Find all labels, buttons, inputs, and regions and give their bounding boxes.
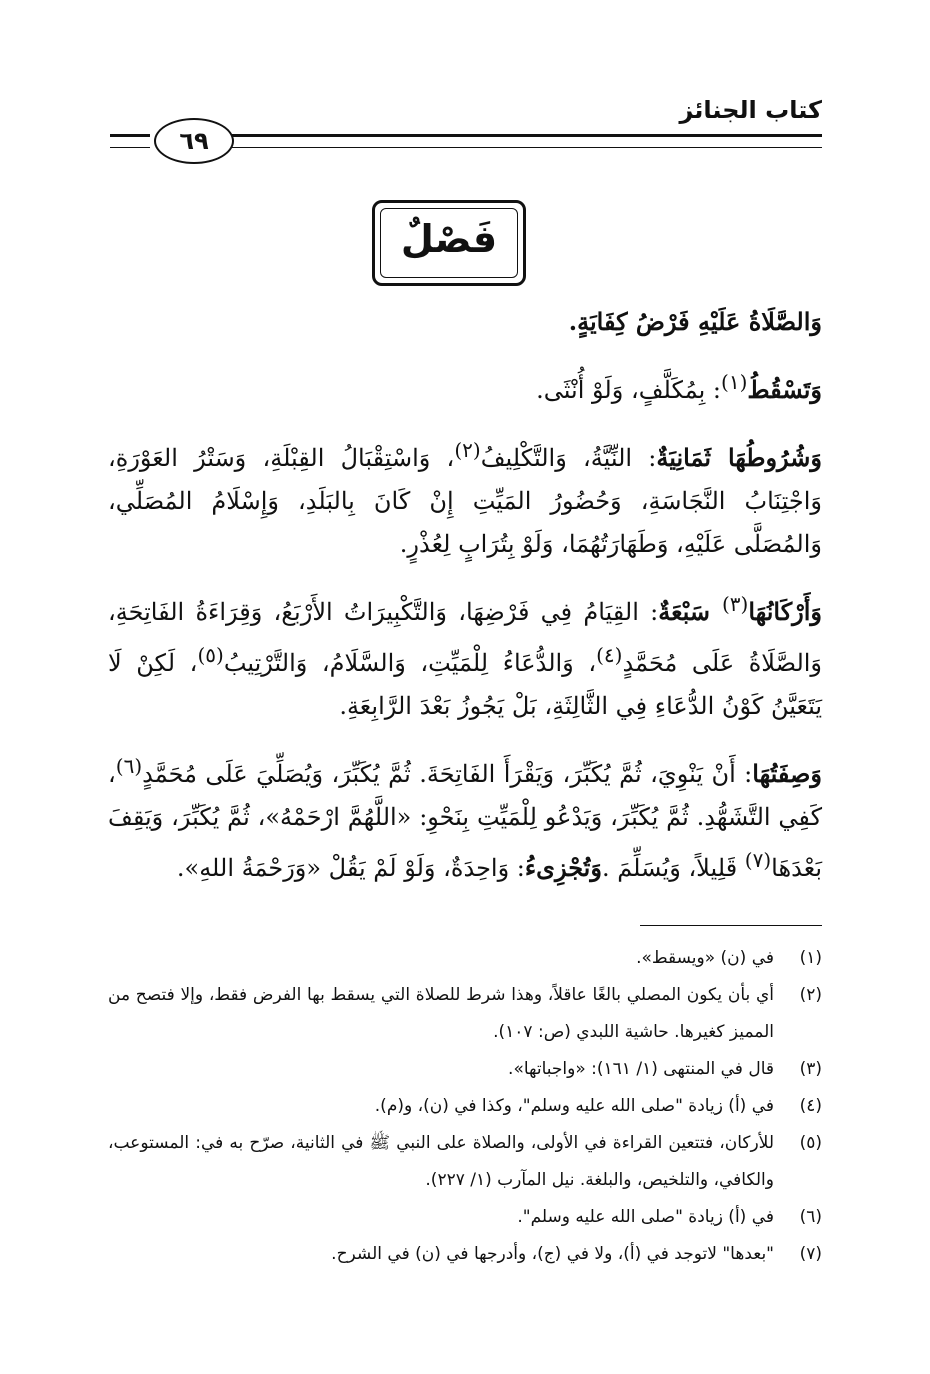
footnote-number: (١)	[799, 948, 822, 968]
footnote	[108, 1236, 822, 1273]
footnote-text: في (أ) زيادة "صلى الله عليه وسلم".	[517, 1207, 774, 1227]
footnote-text: "بعدها" لاتوجد في (أ)، ولا في (ج)، وأدرجها في (ن) في الشرح.	[331, 1244, 774, 1264]
page-number: ٦٩	[154, 118, 234, 164]
paragraph-4-lead: وَأَرْكَانُهَا	[748, 597, 822, 626]
footnote-number: (٣)	[799, 1059, 822, 1079]
paragraph-3	[108, 429, 822, 566]
footnote-separator	[640, 925, 822, 926]
paragraph-5-part-d: : وَاحِدَةٌ، وَلَوْ لَمْ يَقُلْ «وَرَحْمَةُ اللهِ».	[176, 854, 525, 882]
footnote-text: في (أ) زيادة "صلى الله عليه وسلم"، وكذا في (ن)، و(م).	[374, 1096, 774, 1116]
footnote	[108, 940, 822, 977]
footnote-ref-6: (٦)	[115, 754, 143, 778]
paragraph-5-part-a: : أَنْ يَنْوِيَ، ثُمَّ يُكَبِّرَ، وَيَقْرَأَ الفَاتِحَةَ. ثُمَّ يُكَبِّرَ، وَيُصَلِّيَ عَلَى مُحَمَّدٍ	[142, 760, 753, 788]
paragraph-5-lead-2: وَتُجْزِىءُ	[524, 853, 602, 882]
footnote-ref-7: (٧)	[744, 848, 772, 872]
footnote-number: (٤)	[799, 1096, 822, 1116]
footnote	[108, 977, 822, 1051]
footnote-text: في (ن) «ويسقط».	[636, 948, 774, 968]
footnote-ref-2: (٢)	[454, 438, 481, 462]
main-text	[108, 300, 822, 907]
section-title: فَصْلٌ	[400, 217, 498, 261]
paragraph-2-rest: : بِمُكَلَّفٍ، وَلَوْ أُنْثَى.	[536, 376, 722, 404]
footnotes	[108, 940, 822, 1273]
footnote-number: (٥)	[799, 1133, 822, 1153]
header-rule-left	[110, 134, 150, 148]
page-header	[110, 96, 822, 166]
section-title-frame	[372, 200, 526, 286]
paragraph-2	[108, 361, 822, 412]
footnote	[108, 1199, 822, 1236]
paragraph-3-part-b: ، وَاسْتِقْبَالُ القِبْلَةِ، وَسَتْرُ العَوْرَةِ، وَاجْتِنَابُ النَّجَاسَةِ، وَحُضُورُ المَيِّتِ إِنْ كَانَ بِالبَلَدِ، وَإِسْلَامُ المُصَلِّي، وَالمُصَلَّى عَلَيْهِ، وَطَهَارَتُهُمَا، وَلَوْ بِتُرَابٍ لِعُذْرٍ.	[108, 444, 822, 558]
paragraph-5-lead: وَصِفَتُهَا	[752, 759, 822, 788]
paragraph-4-part-b: ، وَالدُّعَاءُ لِلْمَيِّتِ، وَالسَّلَامُ، وَالتَّرْتِيبُ	[223, 649, 597, 677]
book-title: كتاب الجنائز	[679, 96, 822, 124]
footnote	[108, 1051, 822, 1088]
footnote-ref-3: (٣)	[721, 592, 749, 616]
footnote-text: قال في المنتهى (١/ ١٦١): «واجباتها».	[508, 1059, 774, 1079]
paragraph-4-part-a: : القِيَامُ فِي فَرْضِهَا، وَالتَّكْبِيرَاتُ الأَرْبَعُ، وَقِرَاءَةُ الفَاتِحَةِ، وَالصَّلَاةُ عَلَى مُحَمَّدٍ	[108, 598, 823, 677]
footnote-number: (٦)	[799, 1207, 822, 1227]
footnote-text: أي بأن يكون المصلي بالغًا عاقلاً، وهذا شرط للصلاة التي يسقط بها الفرض فقط، وإلا فتصح من المميز كغيرها. حاشية اللبدي (ص: ١٠٧).	[108, 985, 774, 1042]
paragraph-3-lead: وَشُرُوطُهَا ثَمَانِيَةٌ	[656, 443, 822, 472]
footnote-ref-1: (١)	[721, 370, 748, 394]
paragraph-1	[108, 300, 822, 344]
footnote	[108, 1125, 822, 1199]
footnote-ref-4: (٤)	[596, 643, 623, 667]
footnote	[108, 1088, 822, 1125]
paragraph-4	[108, 583, 822, 728]
paragraph-2-lead: وَتَسْقُطُ	[747, 375, 822, 404]
paragraph-5-part-c: قَلِيلاً، وَيُسَلِّمَ .	[601, 854, 745, 882]
header-rule	[232, 134, 822, 148]
footnote-ref-5: (٥)	[197, 643, 224, 667]
paragraph-3-part-a: : النِّيَّةُ، وَالتَّكْلِيفُ	[480, 444, 657, 472]
paragraph-5-part-b: ، كَفِي التَّشَهُّدِ. ثُمَّ يُكَبِّرَ، وَيَدْعُو لِلْمَيِّتِ بِنَحْوِ: «اللَّهُمَّ ارْحَمْهُ»، ثُمَّ يُكَبِّرَ، وَيَقِفَ بَعْدَهَا	[108, 760, 822, 882]
paragraph-4-part-c: ، لَكِنْ لَا يَتَعَيَّنُ كَوْنُ الدُّعَاءِ فِي الثَّالِثَةِ، بَلْ يَجُوزُ بَعْدَ الرَّابِعَةِ.	[108, 649, 822, 720]
paragraph-1-text: وَالصَّلَاةُ عَلَيْهِ فَرْضُ كِفَايَةٍ.	[568, 307, 822, 336]
paragraph-4-lead-2: سَبْعَةٌ	[658, 597, 722, 626]
footnote-number: (٢)	[799, 985, 822, 1005]
footnote-text: للأركان، فتتعين القراءة في الأولى، والصلاة على النبي ﷺ في الثانية، صرّح به في: المستوعب، والكافي، والتلخيص، والبلغة. نيل المآرب (١/ ٢٢٧).	[108, 1133, 774, 1190]
paragraph-5	[108, 745, 822, 890]
footnote-number: (٧)	[799, 1244, 822, 1264]
